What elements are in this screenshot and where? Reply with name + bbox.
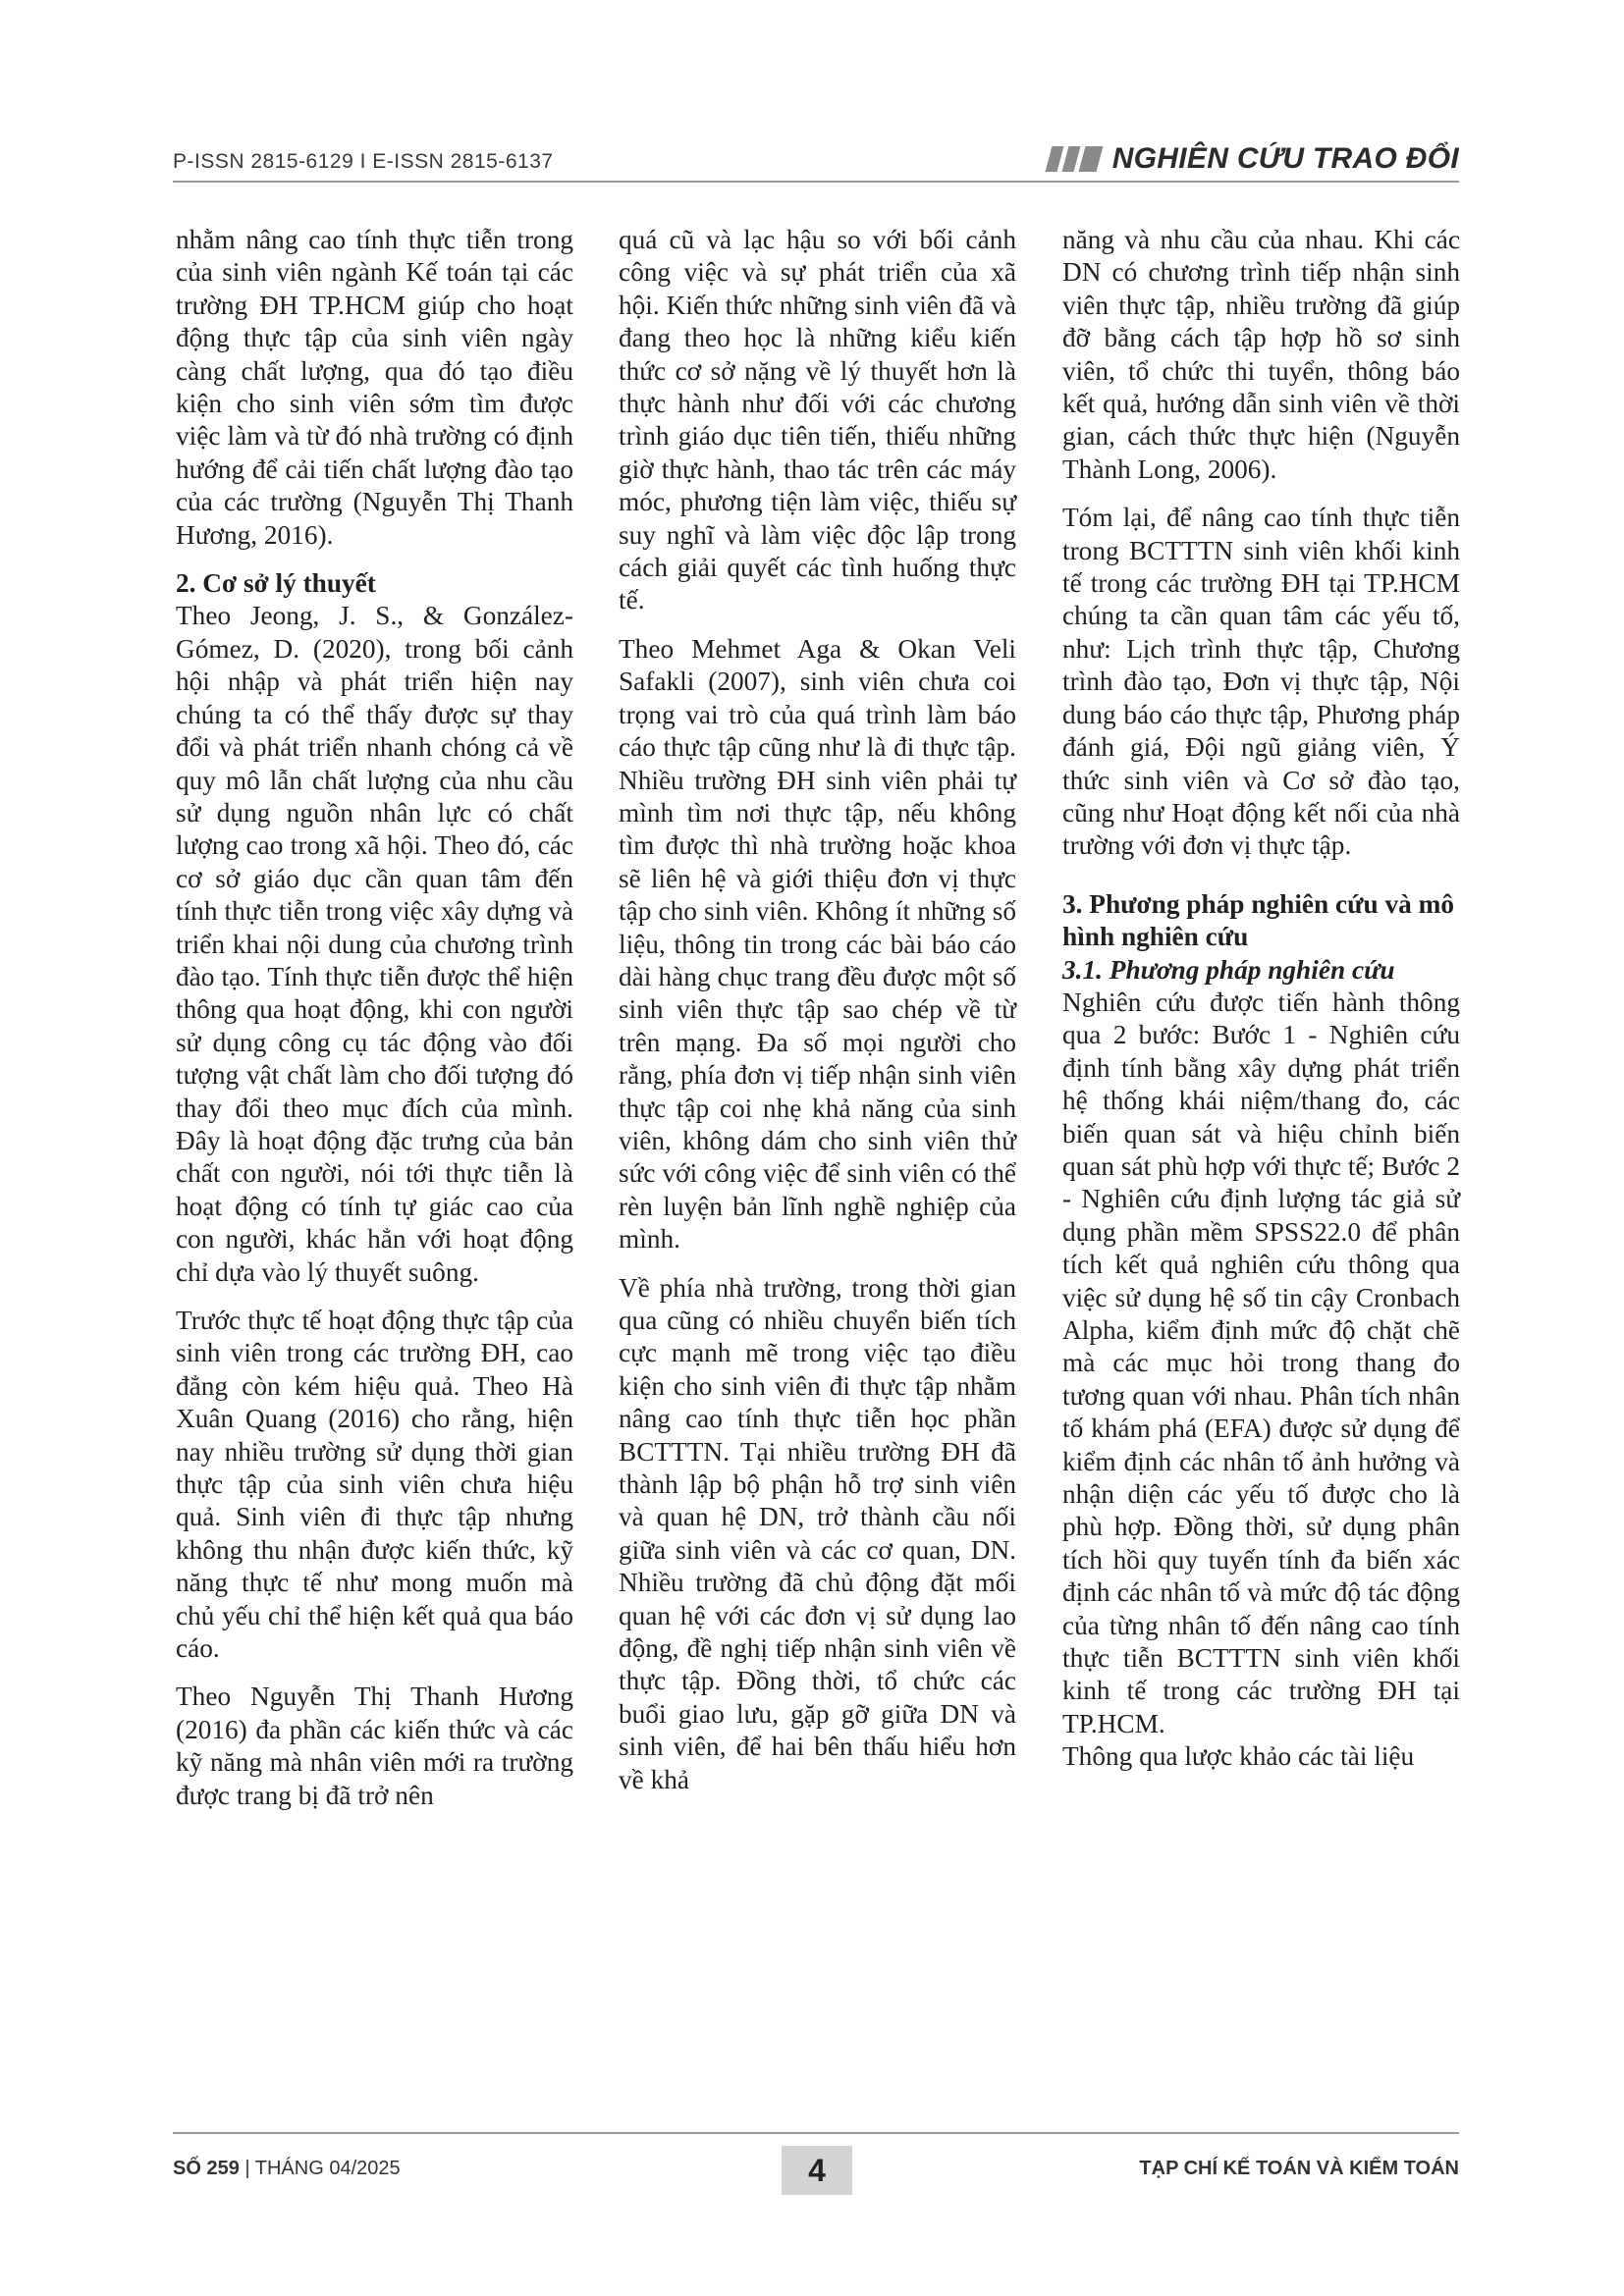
issue-month: | THÁNG 04/2025: [239, 2158, 401, 2179]
section-brand: [1049, 142, 1459, 176]
paragraph: Nghiên cứu được tiến hành thông qua 2 bước: Bước 1 - Nghiên cứu định tính bằng xây dựng phát triển hệ thống khái niệm/thang đo, các biến quan sát và hiệu chỉnh biến quan sát phù hợp với thực tế; Bước 2 - Nghiên cứu định lượng tác giả sử dụng phần mềm SPSS22.0 để phân tích kết quả nghiên cứu thông qua việc sử dụng hệ số tin cậy Cronbach Alpha, kiểm định mức độ chặt chẽ mà các mục hỏi trong thang đo tương quan với nhau. Phân tích nhân tố khám phá (EFA) được sử dụng để kiểm định các nhân tố ảnh hưởng và nhận diện các yếu tố được cho là phù hợp. Đồng thời, sử dụng phân tích hồi quy tuyến tính đa biến xác định các nhân tố và mức độ tác động của từng nhân tố đến nâng cao tính thực tiễn BCTTTN sinh viên khối kinh tế trong các trường ĐH tại TP.HCM.: [1062, 987, 1460, 1738]
issue-number: SỐ 259: [173, 2158, 240, 2179]
journal-name: TẠP CHÍ KẾ TOÁN VÀ KIỂM TOÁN: [1139, 2158, 1459, 2179]
footer-divider: [173, 2132, 1459, 2134]
section-heading: 2. Cơ sở lý thuyết: [176, 568, 376, 599]
column-2: [619, 224, 1016, 1812]
header-divider: [173, 181, 1459, 183]
page-header: [173, 142, 1459, 182]
section-bars-icon: [1049, 146, 1105, 172]
page-footer: [173, 2146, 1459, 2195]
section-heading: 3. Phương pháp nghiên cứu và mô hình nghiên cứu: [1062, 888, 1455, 952]
paragraph: Tóm lại, để nâng cao tính thực tiễn trong BCTTTN sinh viên khối kinh tế trong các trường ĐH tại TP.HCM chúng ta cần quan tâm các yếu tố, như: Lịch trình thực tập, Chương trình đào tạo, Đơn vị thực tập, Nội dung báo cáo thực tập, Phương pháp đánh giá, Đội ngũ giảng viên, Ý thức sinh viên và Cơ sở đào tạo, cũng như Hoạt động kết nối của nhà trường với đơn vị thực tập.: [1062, 503, 1460, 861]
page-number: 4: [782, 2146, 852, 2195]
paragraph: Theo Nguyễn Thị Thanh Hương (2016) đa phần các kiến thức và các kỹ năng mà nhân viên mới ra trường được trang bị đã trở nên: [176, 1682, 573, 1810]
paragraph: Thông qua lược khảo các tài liệu: [1062, 1741, 1415, 1772]
paragraph: Theo Jeong, J. S., & González-Gómez, D. (2020), trong bối cảnh hội nhập và phát triển hiện nay chúng ta có thể thấy được sự thay đổi và phát triển nhanh chóng cả về quy mô lẫn chất lượng của nhu cầu sử dụng nguồn nhân lực có chất lượng cao trong xã hội. Theo đó, các cơ sở giáo dục cần quan tâm đến tính thực tiễn trong việc xây dựng và triển khai nội dung của chương trình đào tạo. Tính thực tiễn được thể hiện thông qua hoạt động, khi con người sử dụng công cụ tác động vào đối tượng vật chất làm cho đối tượng đó thay đổi theo mục đích của mình. Đây là hoạt động đặc trưng của bản chất con người, nói tới thực tiễn là hoạt động có tính tự giác cao của con người, khác hẳn với hoạt động chỉ dựa vào lý thuyết suông.: [176, 601, 573, 1287]
paragraph: quá cũ và lạc hậu so với bối cảnh công việc và sự phát triển của xã hội. Kiến thức những sinh viên đã và đang theo học là những kiểu kiến thức cơ sở nặng về lý thuyết hơn là thực hành như đối với các chương trình giáo dục tiên tiến, thiếu những giờ thực hành, thao tác trên các máy móc, phương tiện làm việc, thiếu sự suy nghĩ và làm việc độc lập trong cách giải quyết các tình huống thực tế.: [619, 225, 1016, 615]
paragraph: Theo Mehmet Aga & Okan Veli Safakli (2007), sinh viên chưa coi trọng vai trò của quá trình làm báo cáo thực tập cũng như là đi thực tập. Nhiều trường ĐH sinh viên phải tự mình tìm nơi thực tập, nếu không tìm được thì nhà trường hoặc khoa sẽ liên hệ và giới thiệu đơn vị thực tập cho sinh viên. Không ít những số liệu, thông tin trong các bài báo cáo dài hàng chục trang đều được một số sinh viên thực tập sao chép về từ trên mạng. Đa số mọi người cho rằng, phía đơn vị tiếp nhận sinh viên thực tập coi nhẹ khả năng của sinh viên, không dám cho sinh viên thử sức với công việc để sinh viên có thể rèn luyện bản lĩnh nghề nghiệp của mình.: [619, 633, 1016, 1255]
paragraph: năng và nhu cầu của nhau. Khi các DN có chương trình tiếp nhận sinh viên thực tập, nhiều trường đã giúp đỡ bằng cách tập hợp hồ sơ sinh viên, tổ chức thi tuyển, thông báo kết quả, hướng dẫn sinh viên về thời gian, cách thức thực hiện (Nguyễn Thành Long, 2006).: [1062, 225, 1460, 484]
paragraph: Trước thực tế hoạt động thực tập của sinh viên trong các trường ĐH, cao đẳng còn kém hiệu quả. Theo Hà Xuân Quang (2016) cho rằng, hiện nay nhiều trường sử dụng thời gian thực tập của sinh viên chưa hiệu quả. Sinh viên đi thực tập nhưng không thu nhận được kiến thức, kỹ năng thực tế như mong muốn mà chủ yếu chỉ thể hiện kết quả qua báo cáo.: [176, 1306, 573, 1664]
subsection-heading: 3.1. Phương pháp nghiên cứu: [1062, 954, 1395, 985]
issue-info: [173, 2158, 401, 2180]
column-3: [1062, 224, 1460, 1789]
paragraph: Về phía nhà trường, trong thời gian qua cũng có nhiều chuyển biến tích cực mạnh mẽ trong việc tạo điều kiện cho sinh viên đi thực tập nhằm nâng cao tính thực tiễn học phần BCTTTN. Tại nhiều trường ĐH đã thành lập bộ phận hỗ trợ sinh viên và quan hệ DN, trở thành cầu nối giữa sinh viên và các cơ quan, DN. Nhiều trường đã chủ động đặt mối quan hệ với các đơn vị sử dụng lao động, đề nghị tiếp nhận sinh viên về thực tập. Đồng thời, tổ chức các buổi giao lưu, gặp gỡ giữa DN và sinh viên, để hai bên thấu hiểu hơn về khả: [619, 1272, 1016, 1794]
column-1: [176, 224, 573, 1828]
section-title: NGHIÊN CỨU TRAO ĐỔI: [1111, 142, 1459, 175]
paragraph: nhằm nâng cao tính thực tiễn trong của sinh viên ngành Kế toán tại các trường ĐH TP.HCM giúp cho hoạt động thực tập của sinh viên ngày càng chất lượng, qua đó tạo điều kiện cho sinh viên sớm tìm được việc làm và từ đó nhà trường có định hướng để cải tiến chất lượng đào tạo của các trường (Nguyễn Thị Thanh Hương, 2016).: [176, 225, 573, 550]
issn-text: P-ISSN 2815-6129 I E-ISSN 2815-6137: [173, 150, 554, 173]
